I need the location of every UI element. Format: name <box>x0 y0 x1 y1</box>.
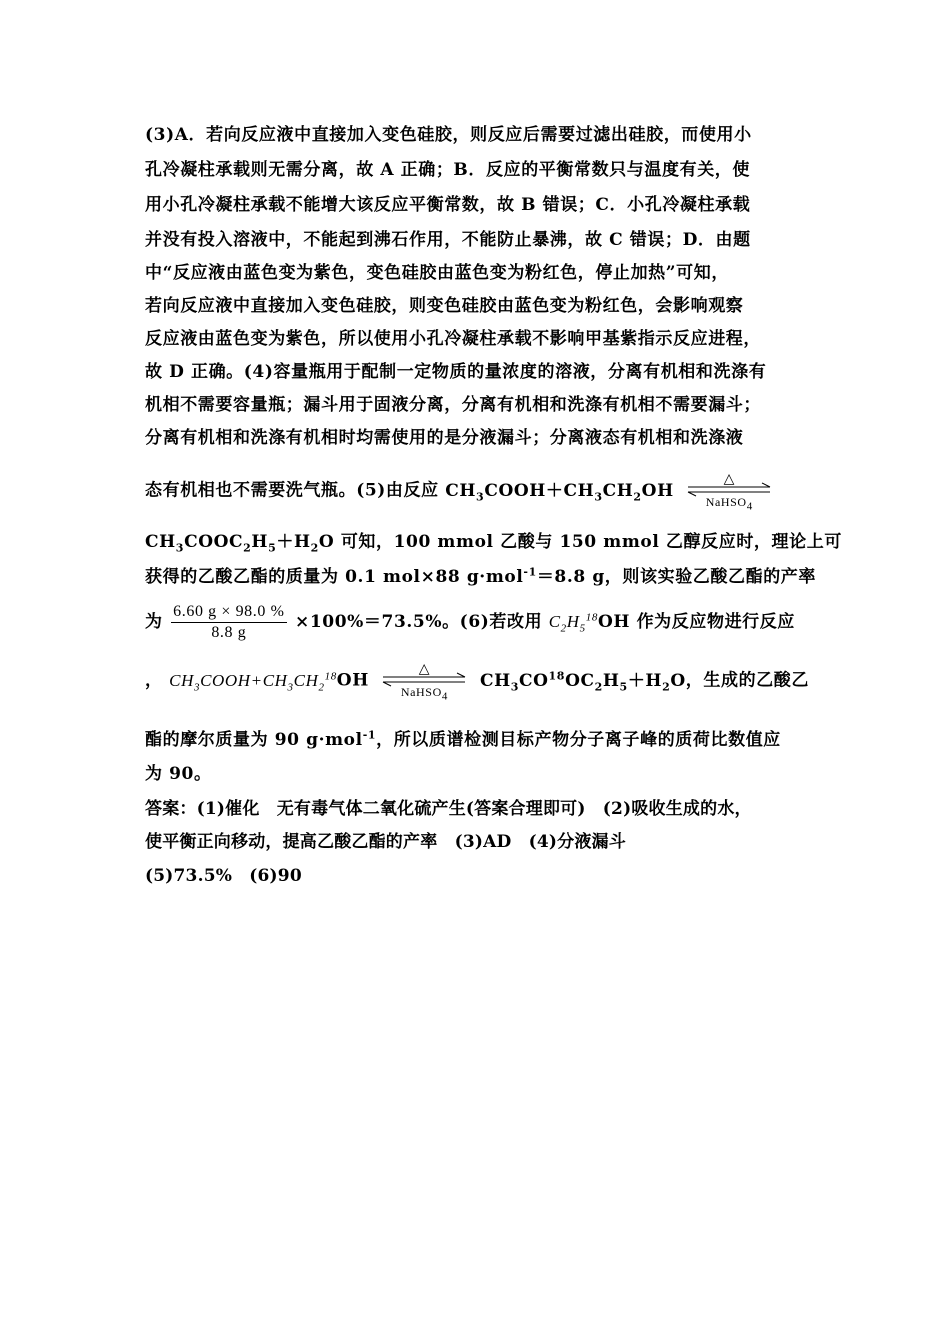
fraction-numerator: 6.60 g × 98.0 % <box>171 602 286 623</box>
reactant-acetic-acid: $CH_3COOH+CH_3CH_2OH$ <box>445 480 674 503</box>
paragraph-line-16: 酯的摩尔质量为 90 g·mol$^{-1}$，所以质谱检测目标产物分子离子峰的质荷比数值应 <box>145 728 781 750</box>
paragraph-line-2: 孔冷凝柱承载则无需分离，故 A 正确；B．反应的平衡常数只与温度有关，使 <box>145 160 750 180</box>
labeled-ethanol: $C_2H_5^{18}$ <box>548 611 598 635</box>
catalyst-label: NaHSO$_4$ <box>705 495 753 513</box>
line-13-tail: ＝8.8 g，则该实验乙酸乙酯的产率 <box>536 567 817 587</box>
line-14-text: ×100%＝73.5%。(6)若改用 <box>295 612 543 632</box>
line-11-text: 态有机相也不需要洗气瓶。(5)由反应 <box>145 480 439 501</box>
paragraph-line-4: 并没有投入溶液中，不能起到沸石作用，不能防止暴沸，故 C 错误；D．由题 <box>145 230 751 250</box>
line-12-text: 可知，100 mmol 乙酸与 150 mmol 乙醇反应时，理论上可 <box>340 532 842 552</box>
paragraph-line-9: 机相不需要容量瓶；漏斗用于固液分离，分离有机相和洗涤有机相不需要漏斗； <box>145 395 761 415</box>
paragraph-line-14: 为 $\frac{6.60 g \times 98.0 \%}{8.8 g}$ ×100%＝73.5%。(6)若改用 $C_2H_5^{18}OH$ 作为反应物进行反应 <box>145 603 795 641</box>
reactants-labeled: $CH_3COOH+CH_3CH_2^{18}$ <box>169 669 337 693</box>
answer-line-1: 答案：(1)催化 无有毒气体二氧化硫产生(答案合理即可) (2)吸收生成的水， <box>145 799 752 819</box>
answer-line-2: 使平衡正向移动，提高乙酸乙酯的产率 (3)AD (4)分液漏斗 <box>145 832 626 852</box>
line-13-text: 获得的乙酸乙酯的质量为 0.1 mol×88 g·mol <box>145 567 524 587</box>
paragraph-line-12 <box>145 530 842 555</box>
paragraph-line-17: 为 90。 <box>145 764 212 784</box>
paragraph-line-10: 分离有机相和洗涤有机相时均需使用的是分液漏斗；分离液态有机相和洗涤液 <box>145 428 744 448</box>
heat-symbol: △ <box>418 661 431 677</box>
paragraph-line-6: 若向反应液中直接加入变色硅胶，则变色硅胶由蓝色变为粉红色，会影响观察 <box>145 296 744 316</box>
paragraph-line-15: ， $CH_3COOH+CH_3CH_2^{18}OH$ △ NaHSO$_4$ $CH_3CO^{18}OC_2H_5+H_2O$，生成的乙酸乙 <box>145 663 815 699</box>
paragraph-line-1: (3)A．若向反应液中直接加入变色硅胶，则反应后需要过滤出硅胶，而使用小 <box>145 125 752 145</box>
line-16-text: 酯的摩尔质量为 90 g·mol <box>145 730 363 750</box>
products-labeled: $CH_3CO^{18}OC_2H_5+H_2O$ <box>479 668 686 693</box>
paragraph-line-13: 获得的乙酸乙酯的质量为 0.1 mol×88 g·mol$^{-1}$＝8.8 g，则该实验乙酸乙酯的产率 <box>145 565 817 587</box>
catalyst-label: NaHSO$_4$ <box>400 685 448 703</box>
yield-fraction <box>171 602 286 643</box>
reversible-arrow-2 <box>381 661 467 703</box>
paragraph-line-3: 用小孔冷凝柱承载不能增大该反应平衡常数，故 B 错误；C．小孔冷凝柱承载 <box>145 195 751 215</box>
paragraph-line-5: 中“反应液由蓝色变为紫色，变色硅胶由蓝色变为粉红色，停止加热”可知， <box>145 263 729 283</box>
paragraph-line-11 <box>145 471 815 513</box>
reversible-arrow <box>686 471 772 513</box>
product-ethyl-acetate: $CH_3COOC_2H_5+H_2O$ <box>145 532 335 555</box>
paragraph-line-8: 故 D 正确。(4)容量瓶用于配制一定物质的量浓度的溶液，分离有机相和洗涤有 <box>145 362 767 382</box>
heat-symbol: △ <box>723 471 735 487</box>
answer-line-3: (5)73.5% (6)90 <box>145 866 302 886</box>
paragraph-line-7: 反应液由蓝色变为紫色，所以使用小孔冷凝柱承载不影响甲基紫指示反应进程， <box>145 329 761 349</box>
fraction-denominator: 8.8 g <box>211 624 247 641</box>
